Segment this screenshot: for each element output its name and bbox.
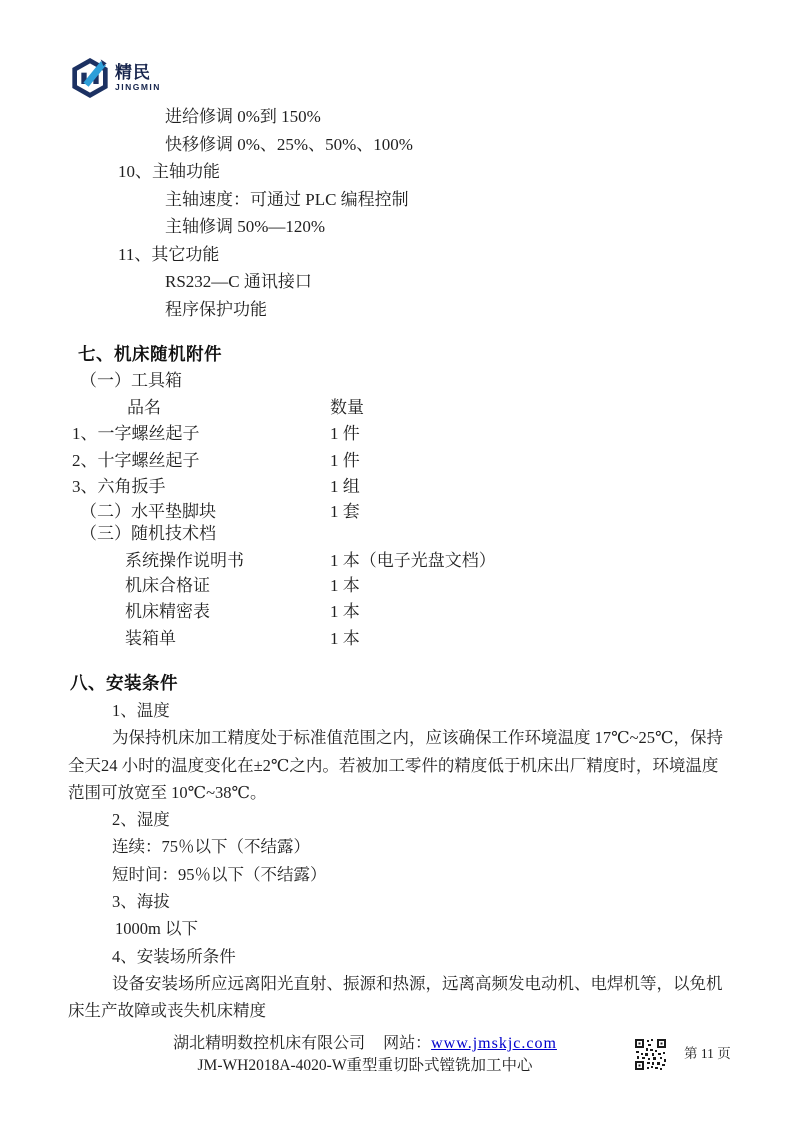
- accessory-name: 3、六角扳手: [72, 477, 166, 496]
- company-logo: [70, 56, 161, 100]
- table-row: [68, 599, 770, 626]
- spec-line: 进给修调 0%到 150%: [165, 107, 321, 126]
- doc-qty: 1 本: [330, 575, 360, 595]
- page-number: 第 11 页: [684, 1046, 731, 1061]
- install-line: 为保持机床加工精度处于标准值范围之内，应该确保工作环境温度 17℃~25℃，保持: [112, 728, 723, 748]
- accessory-name: （二）水平垫脚块: [80, 501, 216, 521]
- spec-line: 主轴速度：可通过 PLC 编程控制: [165, 189, 409, 209]
- table-row: [68, 501, 770, 524]
- page-footer: [0, 1033, 800, 1077]
- accessory-qty: 1 组: [330, 477, 360, 496]
- logo-text: [115, 64, 161, 92]
- install-line: 床生产故障或丧失机床精度: [68, 1001, 266, 1021]
- install-line: 3、海拔: [112, 892, 170, 912]
- col-header-qty: 数量: [330, 397, 364, 417]
- accessory-name: 2、十字螺丝起子: [72, 450, 200, 470]
- install-line: 短时间：95％以下（不结露）: [112, 864, 327, 884]
- spec-line: 程序保护功能: [165, 299, 267, 319]
- accessories-sub1: （一）工具箱: [80, 371, 182, 390]
- doc-name: 机床精密表: [125, 602, 210, 621]
- install-line: 2、湿度: [112, 810, 170, 830]
- footer-website-link[interactable]: www.jmskjc.com: [431, 1035, 557, 1052]
- table-row: [68, 548, 770, 573]
- logo-en-label: JINGMIN: [115, 82, 161, 93]
- qr-code: [634, 1038, 667, 1071]
- spec-line: 10、主轴功能: [118, 162, 220, 181]
- table-row: [68, 421, 770, 448]
- doc-qty: 1 本: [330, 602, 360, 621]
- spec-line: RS232—C 通讯接口: [165, 272, 312, 291]
- spec-line: 主轴修调 50%—120%: [165, 217, 326, 236]
- install-line: 1000m 以下: [115, 919, 198, 939]
- accessories-table-header: [68, 395, 770, 422]
- doc-qty: 1 本（电子光盘文档）: [330, 550, 496, 570]
- spec-line: 快移修调 0%、25%、50%、100%: [165, 134, 413, 154]
- install-line: 4、安装场所条件: [112, 946, 236, 966]
- installation-section: [68, 669, 770, 1025]
- logo-zh-label: 精民: [115, 63, 151, 83]
- accessory-qty: 1 件: [330, 424, 360, 443]
- section-heading-accessories: 七、机床随机附件: [78, 344, 222, 364]
- doc-name: 机床合格证: [125, 575, 210, 595]
- install-line: 连续：75％以下（不结露）: [112, 837, 310, 857]
- table-row: [68, 474, 770, 501]
- install-line: 设备安装场所应远离阳光直射、振源和热源，远离高频发电动机、电焊机等，以免机: [112, 973, 723, 993]
- accessories-section: [68, 341, 770, 652]
- doc-name: 系统操作说明书: [125, 550, 244, 570]
- table-row: [68, 448, 770, 475]
- spec-section: [68, 103, 770, 323]
- accessories-sub3: （三）随机技术档: [80, 524, 216, 543]
- table-row: [68, 573, 770, 600]
- footer-website-label: 网站：: [383, 1035, 432, 1052]
- logo-hexagon-icon: [70, 56, 110, 100]
- install-line: 全天24 小时的温度变化在±2℃之内。若被加工零件的精度低于机床出厂精度时，环境温度: [68, 755, 719, 775]
- col-header-name: 品名: [127, 397, 161, 417]
- accessory-name: 1、一字螺丝起子: [72, 424, 200, 443]
- table-row: [68, 626, 770, 653]
- doc-name: 装箱单: [125, 628, 176, 648]
- install-line: 1、温度: [112, 701, 170, 720]
- accessory-qty: 1 套: [330, 501, 360, 521]
- spec-line: 11、其它功能: [118, 244, 220, 264]
- doc-qty: 1 本: [330, 628, 360, 648]
- section-heading-installation: 八、安装条件: [70, 673, 178, 693]
- footer-model-line: JM-WH2018A-4020-W重型重切卧式镗铣加工中心: [197, 1057, 533, 1074]
- footer-company: 湖北精明数控机床有限公司: [173, 1035, 366, 1052]
- install-line: 范围可放宽至 10℃~38℃。: [68, 782, 267, 802]
- accessory-qty: 1 件: [330, 450, 360, 470]
